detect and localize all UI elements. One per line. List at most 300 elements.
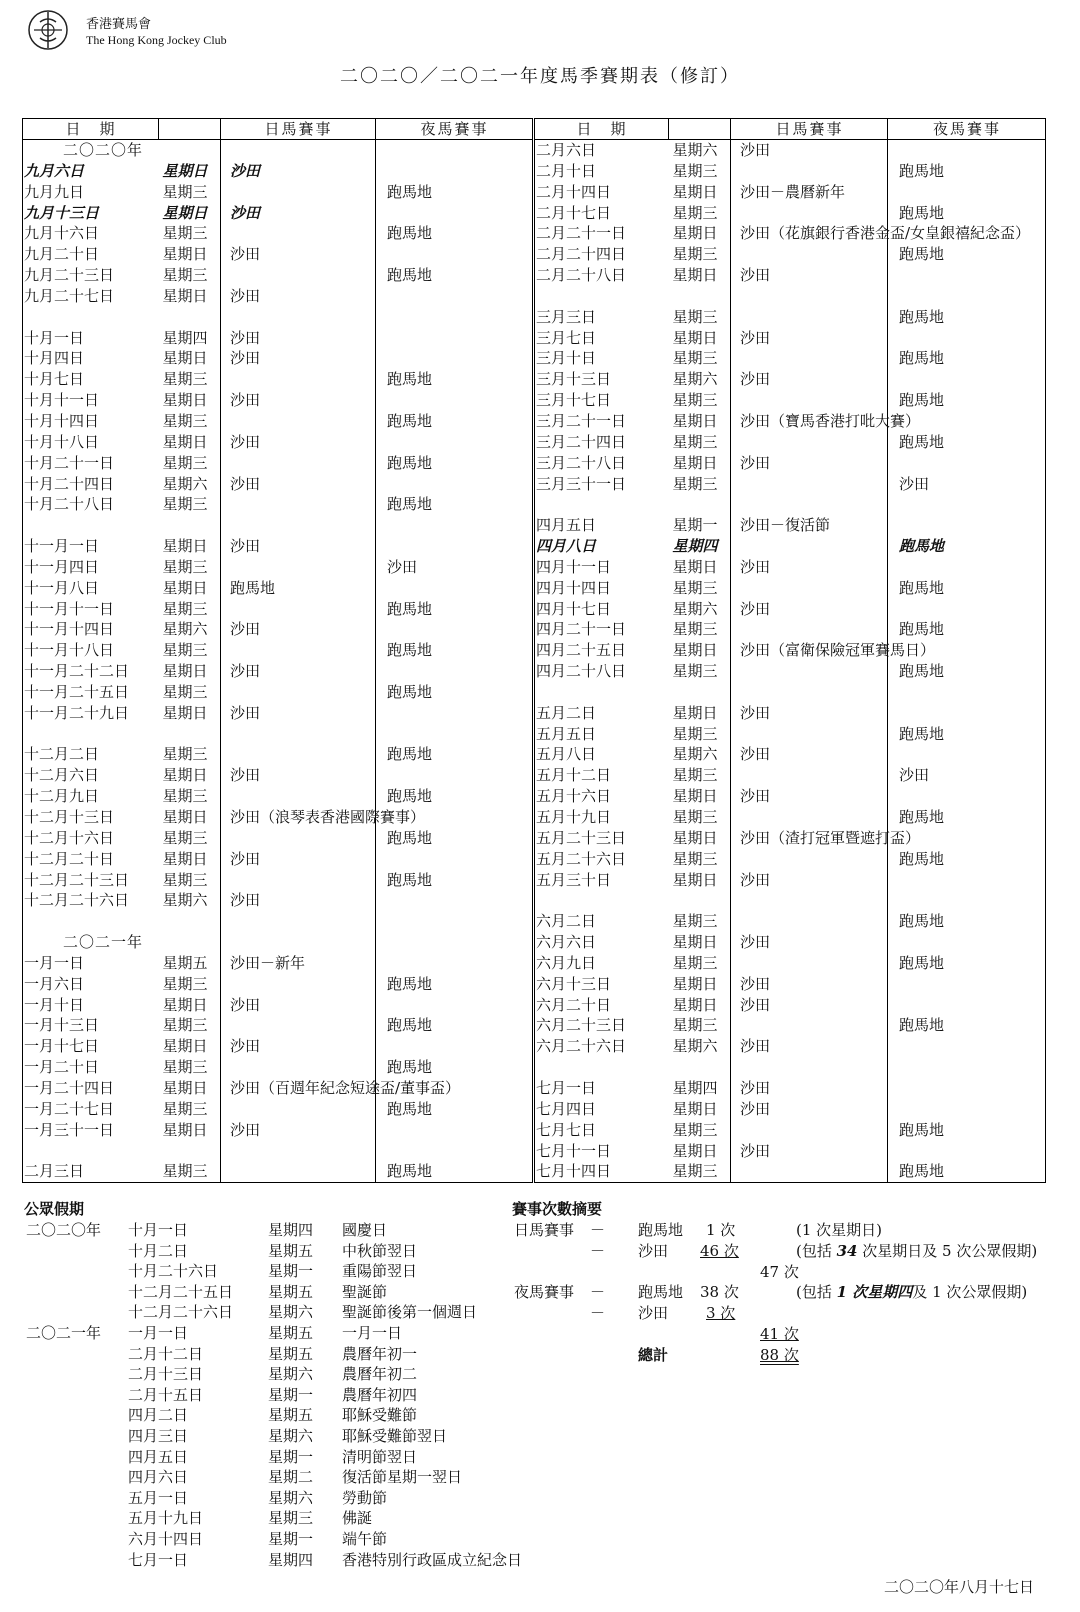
day-racing-venue <box>221 1099 376 1120</box>
race-date: 九月二十三日 <box>24 266 115 285</box>
race-weekday: 星期日 <box>672 1099 718 1118</box>
col-header-date: 日 期 <box>535 119 669 140</box>
day-racing-venue: 沙田－復活節 <box>731 515 888 536</box>
day-racing-venue <box>221 494 376 515</box>
holiday-date: 四月五日 <box>128 1447 189 1466</box>
col-header-night-racing: 夜馬賽事 <box>888 119 1046 140</box>
summary-st-label: 沙田 <box>638 1304 669 1322</box>
page-title: 二〇二〇／二〇二一年度馬季賽期表（修訂） <box>340 66 740 87</box>
race-date: 十月二十一日 <box>24 453 115 472</box>
race-date: 二月二十一日 <box>536 224 627 243</box>
night-racing-venue <box>376 203 533 224</box>
race-date: 四月二十八日 <box>536 662 627 681</box>
race-date: 六月十三日 <box>536 974 612 993</box>
day-racing-venue <box>221 682 376 703</box>
schedule-row <box>535 932 1046 953</box>
night-racing-venue <box>888 995 1046 1016</box>
race-date: 十一月二十二日 <box>24 662 130 681</box>
schedule-row <box>535 286 1046 307</box>
schedule-row <box>23 953 533 974</box>
race-date: 五月十六日 <box>536 787 612 806</box>
night-racing-venue: 跑馬地 <box>888 578 1046 599</box>
day-racing-venue <box>221 307 376 328</box>
schedule-row <box>535 1078 1046 1099</box>
holiday-name: 農曆年初二 <box>342 1365 418 1384</box>
schedule-row <box>535 265 1046 286</box>
race-date: 二月二十四日 <box>536 245 627 264</box>
summary-night-total: 41 次 <box>760 1325 799 1343</box>
night-racing-venue <box>888 1099 1046 1120</box>
race-date: 四月十七日 <box>536 599 612 618</box>
day-racing-venue: 沙田－農曆新年 <box>731 182 888 203</box>
day-racing-venue: 沙田 <box>221 849 376 870</box>
note-part: 及 1 次公眾假期) <box>912 1283 1028 1301</box>
race-date: 十二月六日 <box>24 766 100 785</box>
race-date <box>23 724 159 745</box>
day-racing-venue: 沙田 <box>731 453 888 474</box>
night-racing-venue <box>888 932 1046 953</box>
schedule-row <box>23 578 533 599</box>
schedule-row <box>535 619 1046 640</box>
race-weekday <box>159 515 221 536</box>
day-racing-venue: 沙田 <box>221 244 376 265</box>
race-weekday: 星期日 <box>162 245 208 264</box>
race-weekday: 星期日 <box>162 849 208 868</box>
holiday-date: 十月一日 <box>128 1221 189 1239</box>
day-racing-venue <box>731 161 888 182</box>
summary-day-st-count: 46 次 <box>700 1242 739 1260</box>
night-racing-venue <box>888 1141 1046 1162</box>
race-weekday <box>669 286 731 307</box>
race-weekday: 星期日 <box>672 411 718 430</box>
race-date: 二月十七日 <box>536 203 612 222</box>
empty-cell <box>376 140 533 161</box>
race-date: 二月二十八日 <box>536 266 627 285</box>
race-weekday: 星期日 <box>672 974 718 993</box>
summary-dash: － <box>590 1221 606 1239</box>
schedule-row <box>535 1036 1046 1057</box>
holiday-name: 耶穌受難節翌日 <box>342 1427 448 1445</box>
schedule-row <box>23 661 533 682</box>
race-weekday: 星期六 <box>672 599 718 618</box>
night-racing-venue: 跑馬地 <box>376 870 533 891</box>
schedule-row <box>23 432 533 453</box>
schedule-row <box>535 661 1046 682</box>
day-racing-venue <box>221 1141 376 1162</box>
schedule-row <box>535 807 1046 828</box>
day-racing-venue <box>731 578 888 599</box>
schedule-row <box>23 515 533 536</box>
race-weekday: 星期日 <box>672 641 718 660</box>
schedule-row <box>23 828 533 849</box>
summary-dash: － <box>590 1242 606 1260</box>
race-weekday: 星期三 <box>672 203 718 222</box>
race-date: 七月十四日 <box>536 1162 612 1181</box>
night-racing-venue: 跑馬地 <box>376 1015 533 1036</box>
day-racing-venue: 沙田 <box>221 328 376 349</box>
night-racing-venue <box>376 348 533 369</box>
schedule-row <box>535 1057 1046 1078</box>
day-racing-venue: 沙田 <box>731 974 888 995</box>
race-weekday: 星期五 <box>162 953 208 972</box>
day-racing-venue: 沙田 <box>221 161 376 182</box>
holiday-date: 四月三日 <box>128 1427 189 1445</box>
race-weekday: 星期日 <box>672 870 718 889</box>
race-weekday: 星期三 <box>672 620 718 639</box>
summary-night-st-count: 3 次 <box>706 1304 736 1322</box>
holiday-weekday: 星期五 <box>268 1406 314 1425</box>
night-racing-venue <box>888 557 1046 578</box>
holiday-weekday: 星期六 <box>268 1427 314 1445</box>
race-date: 四月二十一日 <box>536 620 627 639</box>
note-emphasis: 1 次星期四 <box>836 1283 913 1301</box>
schedule-table-left <box>22 118 533 1183</box>
org-name-zh: 香港賽馬會 <box>86 17 152 32</box>
day-racing-venue: 沙田 <box>221 995 376 1016</box>
day-racing-venue <box>731 724 888 745</box>
race-date: 三月三十一日 <box>536 474 627 493</box>
empty-cell <box>159 932 221 953</box>
race-date <box>535 1057 669 1078</box>
race-date: 二月十日 <box>536 161 597 180</box>
day-racing-venue: 沙田 <box>221 619 376 640</box>
holidays-title: 公眾假期 <box>24 1200 85 1218</box>
holiday-weekday: 星期二 <box>268 1468 314 1487</box>
day-racing-venue: 沙田 <box>731 932 888 953</box>
race-date: 五月十二日 <box>536 766 612 785</box>
year-heading: 二〇二一年 <box>63 933 144 952</box>
race-date: 十月十四日 <box>24 411 100 430</box>
schedule-row <box>535 536 1046 557</box>
holiday-name: 國慶日 <box>342 1221 388 1239</box>
holiday-year: 二〇二一年 <box>26 1324 102 1342</box>
race-weekday: 星期三 <box>672 766 718 785</box>
race-date: 十二月十六日 <box>24 828 115 847</box>
day-racing-venue <box>731 432 888 453</box>
schedule-row <box>535 244 1046 265</box>
race-date: 四月五日 <box>536 516 597 535</box>
night-racing-venue: 跑馬地 <box>888 203 1046 224</box>
schedule-row <box>535 765 1046 786</box>
race-weekday: 星期四 <box>162 328 208 347</box>
night-racing-venue: 跑馬地 <box>888 307 1046 328</box>
race-weekday: 星期日 <box>162 662 208 681</box>
race-date: 六月六日 <box>536 933 597 952</box>
night-racing-venue <box>376 619 533 640</box>
schedule-row <box>23 390 533 411</box>
race-weekday: 星期三 <box>162 182 208 201</box>
night-racing-venue: 跑馬地 <box>888 1161 1046 1182</box>
schedule-row <box>535 411 1046 432</box>
day-racing-venue: 沙田 <box>731 1078 888 1099</box>
day-racing-venue <box>731 911 888 932</box>
holiday-date: 二月十三日 <box>128 1365 204 1384</box>
schedule-row <box>23 932 533 953</box>
race-weekday: 星期三 <box>162 224 208 243</box>
holiday-date: 四月六日 <box>128 1468 189 1487</box>
schedule-row <box>23 536 533 557</box>
night-racing-venue <box>376 995 533 1016</box>
night-racing-venue: 跑馬地 <box>888 661 1046 682</box>
race-date: 一月十三日 <box>24 1016 100 1035</box>
race-weekday: 星期三 <box>672 724 718 743</box>
holiday-name: 香港特別行政區成立紀念日 <box>342 1550 523 1569</box>
race-date: 十一月二十九日 <box>24 703 130 722</box>
race-weekday: 星期日 <box>672 828 718 847</box>
schedule-row <box>535 161 1046 182</box>
race-weekday: 星期三 <box>162 266 208 285</box>
night-racing-venue <box>376 286 533 307</box>
race-weekday: 星期日 <box>672 182 718 201</box>
schedule-row <box>535 453 1046 474</box>
day-racing-venue: 沙田 <box>731 786 888 807</box>
race-date: 十一月十一日 <box>24 599 115 618</box>
schedule-row <box>23 411 533 432</box>
night-racing-venue <box>888 369 1046 390</box>
race-date: 四月十一日 <box>536 557 612 576</box>
night-racing-venue <box>376 432 533 453</box>
day-racing-venue <box>731 1161 888 1182</box>
race-date: 十月二十八日 <box>24 495 115 514</box>
race-date: 五月二十三日 <box>536 828 627 847</box>
holiday-date: 二月十五日 <box>128 1385 204 1404</box>
schedule-row <box>23 223 533 244</box>
race-date <box>23 515 159 536</box>
schedule-row <box>23 1036 533 1057</box>
schedule-row <box>23 307 533 328</box>
col-header-weekday <box>159 119 221 140</box>
schedule-row <box>535 953 1046 974</box>
summary-grand-total: 88 次 <box>760 1346 799 1364</box>
race-weekday: 星期三 <box>162 870 208 889</box>
night-racing-venue: 跑馬地 <box>888 849 1046 870</box>
race-weekday: 星期三 <box>672 349 718 368</box>
schedule-row <box>535 557 1046 578</box>
schedule-row <box>535 515 1046 536</box>
night-racing-venue <box>888 140 1046 161</box>
race-weekday: 星期三 <box>672 391 718 410</box>
schedule-row <box>23 1161 533 1182</box>
schedule-table-right <box>534 118 1046 1183</box>
night-racing-venue: 跑馬地 <box>376 599 533 620</box>
day-racing-venue: 沙田（渣打冠軍暨遮打盃） <box>731 828 888 849</box>
note-part: (包括 <box>796 1283 837 1301</box>
day-racing-venue <box>221 1161 376 1182</box>
holiday-weekday: 星期一 <box>268 1262 314 1281</box>
day-racing-venue <box>731 244 888 265</box>
day-racing-venue <box>221 1015 376 1036</box>
race-weekday: 星期三 <box>162 1058 208 1077</box>
night-racing-venue <box>376 849 533 870</box>
night-racing-venue <box>888 786 1046 807</box>
schedule-row <box>23 870 533 891</box>
schedule-row <box>23 1141 533 1162</box>
race-weekday: 星期三 <box>672 161 718 180</box>
race-date: 五月八日 <box>536 745 597 764</box>
day-racing-venue: 沙田 <box>221 1036 376 1057</box>
summary-day-total: 47 次 <box>760 1263 799 1281</box>
col-header-weekday <box>669 119 731 140</box>
race-weekday: 星期三 <box>672 662 718 681</box>
schedule-row <box>23 1015 533 1036</box>
race-weekday: 星期三 <box>672 245 718 264</box>
day-racing-venue: 沙田 <box>221 474 376 495</box>
race-date: 七月四日 <box>536 1099 597 1118</box>
schedule-row <box>535 744 1046 765</box>
night-racing-venue <box>376 1141 533 1162</box>
race-date: 十一月十四日 <box>24 620 115 639</box>
day-racing-venue: 沙田 <box>731 369 888 390</box>
day-racing-venue <box>221 599 376 620</box>
schedule-row <box>535 1161 1046 1182</box>
night-racing-venue <box>376 578 533 599</box>
holiday-date: 六月十四日 <box>128 1530 204 1548</box>
day-racing-venue: 跑馬地 <box>221 578 376 599</box>
night-racing-venue: 跑馬地 <box>376 265 533 286</box>
schedule-row <box>23 244 533 265</box>
night-racing-venue <box>888 328 1046 349</box>
day-racing-venue: 沙田 <box>731 599 888 620</box>
holiday-name: 耶穌受難節 <box>342 1406 418 1425</box>
empty-cell <box>159 140 221 161</box>
holiday-weekday: 星期三 <box>268 1509 314 1528</box>
day-racing-venue <box>221 640 376 661</box>
schedule-row <box>535 1015 1046 1036</box>
race-date: 十一月十八日 <box>24 641 115 660</box>
holiday-name: 端午節 <box>342 1530 388 1548</box>
schedule-row <box>23 640 533 661</box>
race-weekday: 星期日 <box>162 203 208 222</box>
night-racing-venue: 跑馬地 <box>376 786 533 807</box>
day-racing-venue <box>221 974 376 995</box>
holiday-name: 復活節星期一翌日 <box>342 1468 463 1487</box>
night-racing-venue <box>888 870 1046 891</box>
race-weekday: 星期三 <box>162 787 208 806</box>
day-racing-venue: 沙田 <box>221 1120 376 1141</box>
race-date <box>535 494 669 515</box>
day-racing-venue <box>221 182 376 203</box>
schedule-row <box>23 890 533 911</box>
race-date: 十二月二十日 <box>24 849 115 868</box>
race-date: 四月二十五日 <box>536 641 627 660</box>
holiday-name: 聖誕節 <box>342 1282 388 1301</box>
night-racing-venue: 跑馬地 <box>376 453 533 474</box>
day-racing-venue <box>221 453 376 474</box>
day-racing-venue: 沙田 <box>221 765 376 786</box>
schedule-row <box>23 140 533 161</box>
summary-total-label: 總計 <box>638 1346 669 1364</box>
race-weekday: 星期日 <box>672 453 718 472</box>
race-date: 九月二十日 <box>24 245 100 264</box>
night-racing-venue <box>376 911 533 932</box>
schedule-row <box>535 890 1046 911</box>
night-racing-venue <box>376 703 533 724</box>
night-racing-venue <box>888 1057 1046 1078</box>
race-date: 一月二十日 <box>24 1058 100 1077</box>
empty-cell <box>221 932 376 953</box>
holiday-weekday: 星期六 <box>268 1365 314 1384</box>
race-date: 三月三日 <box>536 307 597 326</box>
day-racing-venue: 沙田 <box>731 140 888 161</box>
day-racing-venue: 沙田（寶馬香港打吡大賽） <box>731 411 888 432</box>
night-racing-venue: 跑馬地 <box>888 536 1046 557</box>
day-racing-venue <box>731 307 888 328</box>
night-racing-venue <box>888 494 1046 515</box>
race-weekday: 星期三 <box>162 557 208 576</box>
race-date: 十二月二十六日 <box>24 891 130 910</box>
day-racing-venue <box>731 953 888 974</box>
race-weekday: 星期日 <box>672 787 718 806</box>
race-weekday: 星期三 <box>162 599 208 618</box>
day-racing-venue: 沙田 <box>731 1099 888 1120</box>
schedule-row <box>535 870 1046 891</box>
race-date <box>535 286 669 307</box>
race-date: 五月三十日 <box>536 870 612 889</box>
race-date: 十月十八日 <box>24 432 100 451</box>
night-racing-venue: 跑馬地 <box>376 223 533 244</box>
race-weekday: 星期日 <box>162 391 208 410</box>
day-racing-venue: 沙田 <box>731 1036 888 1057</box>
schedule-row <box>23 1057 533 1078</box>
summary-dash: － <box>590 1304 606 1322</box>
night-racing-venue <box>376 307 533 328</box>
race-date: 三月二十四日 <box>536 432 627 451</box>
race-date: 一月一日 <box>24 953 85 972</box>
race-date: 十一月八日 <box>24 578 100 597</box>
day-racing-venue <box>731 1015 888 1036</box>
holiday-weekday: 星期五 <box>268 1344 314 1363</box>
schedule-row <box>23 182 533 203</box>
race-date: 九月二十七日 <box>24 286 115 305</box>
race-weekday: 星期日 <box>162 161 208 180</box>
schedule-row <box>535 578 1046 599</box>
day-racing-venue: 沙田（花旗銀行香港金盃/女皇銀禧紀念盃） <box>731 223 888 244</box>
race-date: 十一月二十五日 <box>24 682 130 701</box>
schedule-row <box>535 703 1046 724</box>
day-racing-venue: 沙田 <box>221 432 376 453</box>
schedule-row <box>535 849 1046 870</box>
race-date: 十二月二十三日 <box>24 870 130 889</box>
race-weekday: 星期日 <box>672 933 718 952</box>
holiday-date: 七月一日 <box>128 1550 189 1569</box>
night-racing-venue <box>376 953 533 974</box>
day-racing-venue: 沙田 <box>221 348 376 369</box>
race-date: 十二月十三日 <box>24 808 115 826</box>
race-date: 四月八日 <box>536 537 597 556</box>
holiday-date: 十月二十六日 <box>128 1262 219 1281</box>
race-date: 十月二十四日 <box>24 474 115 493</box>
schedule-row <box>535 995 1046 1016</box>
schedule-row <box>535 1099 1046 1120</box>
race-weekday: 星期日 <box>162 286 208 305</box>
schedule-row <box>535 307 1046 328</box>
day-racing-venue <box>221 1057 376 1078</box>
race-weekday <box>159 724 221 745</box>
race-date: 三月二十八日 <box>536 453 627 472</box>
race-date: 二月六日 <box>536 141 597 159</box>
day-racing-venue: 沙田（浪琴表香港國際賽事） <box>221 807 376 828</box>
summary-day-st-note <box>796 1240 1037 1261</box>
schedule-row <box>23 911 533 932</box>
day-racing-venue: 沙田－新年 <box>221 953 376 974</box>
schedule-row <box>23 557 533 578</box>
day-racing-venue: 沙田（百週年紀念短途盃/董事盃） <box>221 1078 376 1099</box>
race-weekday: 星期日 <box>162 1078 208 1097</box>
note-part: 次星期日及 5 次公眾假期) <box>857 1242 1038 1260</box>
race-weekday: 星期三 <box>672 1120 718 1139</box>
day-racing-venue <box>731 494 888 515</box>
night-racing-venue: 跑馬地 <box>888 619 1046 640</box>
